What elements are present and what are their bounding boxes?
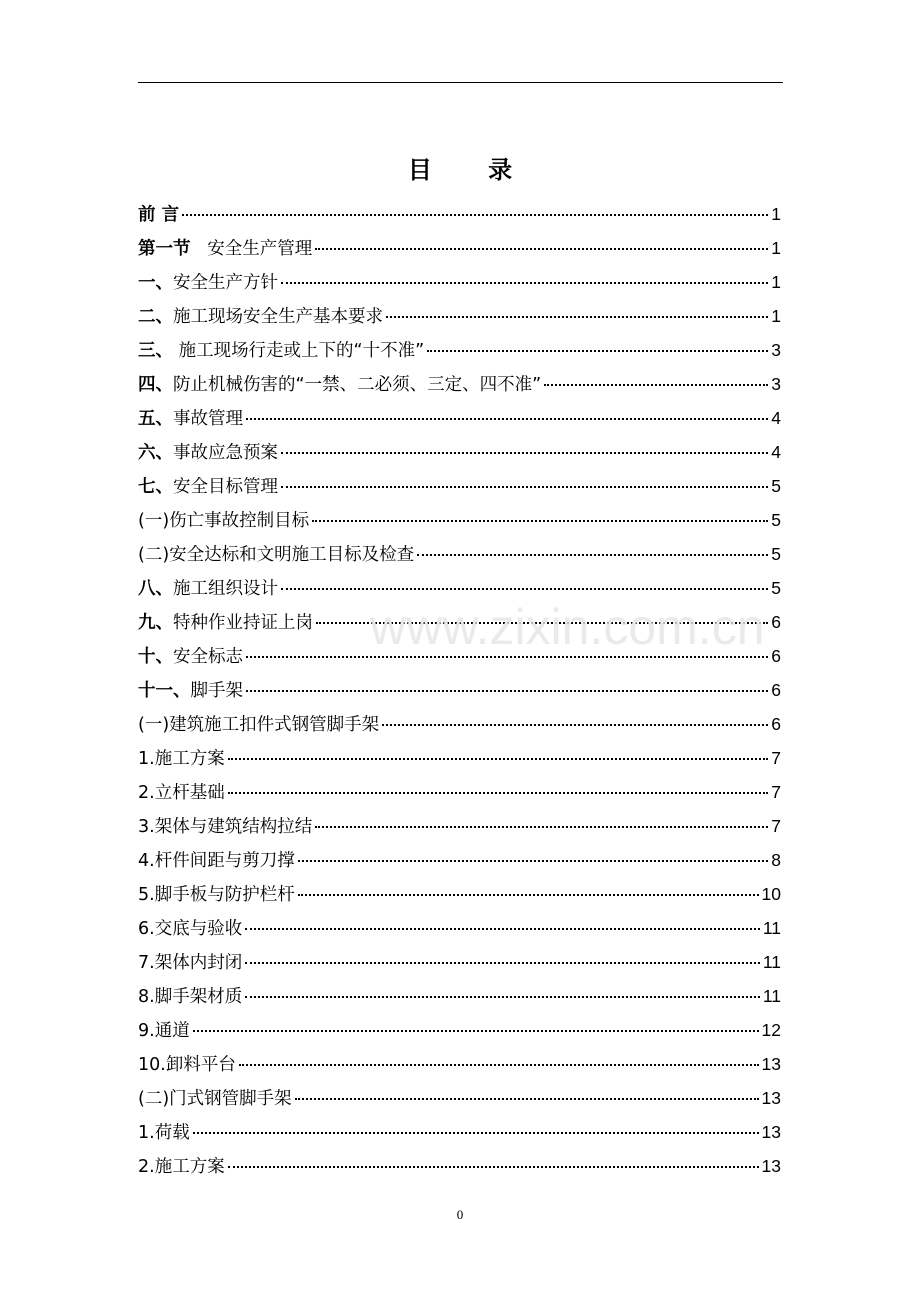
toc-entry-text: 安全目标管理: [173, 477, 278, 497]
toc-dot-leader: [298, 894, 759, 896]
toc-dot-leader: [281, 452, 768, 454]
toc-dot-leader: [298, 860, 769, 862]
toc-entry-label: [138, 980, 242, 1014]
toc-entry[interactable]: [138, 1047, 781, 1081]
header-rule: [138, 82, 783, 83]
toc-entry-label: [138, 1082, 292, 1116]
toc-entry-text: 安全生产管理: [190, 239, 313, 259]
toc-dot-leader: [281, 282, 768, 284]
toc-entry-page: 1: [771, 272, 781, 292]
toc-entry[interactable]: [138, 639, 781, 673]
toc-entry-label: [138, 708, 379, 742]
toc-entry-text: (一)伤亡事故控制目标: [138, 511, 310, 531]
toc-entry[interactable]: [138, 979, 781, 1013]
toc-entry-label: [138, 402, 243, 436]
toc-entry[interactable]: [138, 673, 781, 707]
toc-entry-page: 1: [771, 238, 781, 258]
toc-entry-label: [138, 912, 242, 946]
toc-entry[interactable]: [138, 775, 781, 809]
toc-entry-page: 12: [761, 1020, 781, 1040]
toc-entry-label: [138, 674, 243, 708]
toc-dot-leader: [315, 248, 768, 250]
toc-list: [138, 197, 781, 1183]
toc-entry-label: [138, 334, 424, 368]
toc-entry-label: [138, 266, 278, 300]
toc-entry[interactable]: [138, 1149, 781, 1183]
toc-entry-label: [138, 436, 278, 470]
toc-entry-text: 1.施工方案: [138, 749, 225, 769]
toc-dot-leader: [281, 486, 768, 488]
toc-entry-label: [138, 470, 278, 504]
toc-entry-text: 10.卸料平台: [138, 1055, 236, 1075]
toc-entry[interactable]: [138, 1081, 781, 1115]
toc-entry-page: 5: [771, 476, 781, 496]
toc-dot-leader: [228, 758, 769, 760]
toc-title: 目 录: [407, 156, 537, 184]
toc-dot-leader: [316, 622, 768, 624]
toc-entry-label: [138, 810, 312, 844]
watermark-text: www.zixin.com.cn: [370, 599, 765, 655]
toc-entry-text: 2.施工方案: [138, 1157, 225, 1177]
toc-entry[interactable]: [138, 333, 781, 367]
toc-entry-prefix: 二、: [138, 307, 173, 327]
toc-entry-text: 事故管理: [173, 409, 243, 429]
toc-entry-label: [138, 1116, 190, 1150]
toc-entry-page: 6: [771, 680, 781, 700]
toc-entry-page: 13: [761, 1088, 781, 1108]
toc-dot-leader: [182, 214, 768, 216]
toc-entry-text: 安全标志: [173, 647, 243, 667]
toc-entry-label: [138, 606, 313, 640]
toc-entry-text: 3.架体与建筑结构拉结: [138, 817, 313, 837]
toc-entry[interactable]: [138, 877, 781, 911]
toc-entry-text: 8.脚手架材质: [138, 987, 243, 1007]
toc-entry-prefix: 一、: [138, 273, 173, 293]
toc-entry[interactable]: [138, 231, 781, 265]
toc-entry-page: 4: [771, 442, 781, 462]
toc-dot-leader: [382, 724, 768, 726]
toc-entry-label: [138, 878, 295, 912]
toc-entry-text: 施工现场行走或上下的“十不准”: [173, 341, 425, 361]
toc-entry-page: 13: [761, 1156, 781, 1176]
toc-entry-prefix: 四、: [138, 375, 173, 395]
toc-dot-leader: [246, 418, 768, 420]
toc-entry-page: 3: [771, 340, 781, 360]
toc-entry-label: [138, 232, 312, 266]
toc-entry-prefix: 十、: [138, 647, 173, 667]
toc-dot-leader: [193, 1132, 759, 1134]
toc-entry-page: 4: [771, 408, 781, 428]
toc-entry-label: [138, 1014, 190, 1048]
toc-entry-text: 4.杆件间距与剪刀撑: [138, 851, 295, 871]
toc-entry-label: [138, 300, 383, 334]
toc-dot-leader: [193, 1030, 759, 1032]
toc-entry-prefix: 前 言: [138, 205, 180, 225]
toc-entry-page: 7: [771, 816, 781, 836]
toc-entry[interactable]: [138, 571, 781, 605]
toc-entry[interactable]: [138, 469, 781, 503]
toc-entry-page: 5: [771, 544, 781, 564]
toc-dot-leader: [239, 1064, 759, 1066]
toc-dot-leader: [544, 384, 768, 386]
toc-dot-leader: [246, 656, 768, 658]
toc-entry[interactable]: [138, 367, 781, 401]
toc-entry[interactable]: [138, 707, 781, 741]
toc-dot-leader: [315, 826, 768, 828]
toc-entry-text: 5.脚手板与防护栏杆: [138, 885, 295, 905]
toc-entry-page: 13: [761, 1122, 781, 1142]
toc-entry-text: 9.通道: [138, 1021, 190, 1041]
toc-entry-prefix: 第一节: [138, 239, 191, 259]
toc-entry[interactable]: [138, 809, 781, 843]
toc-entry-label: [138, 572, 278, 606]
toc-entry[interactable]: [138, 299, 781, 333]
toc-entry-prefix: 三、: [138, 341, 173, 361]
toc-entry-prefix: 十一、: [138, 681, 191, 701]
toc-entry-label: [138, 742, 225, 776]
toc-entry-prefix: 五、: [138, 409, 173, 429]
toc-entry-label: [138, 1150, 225, 1184]
toc-entry-page: 6: [771, 714, 781, 734]
toc-entry-text: 事故应急预案: [173, 443, 278, 463]
toc-entry-label: [138, 946, 242, 980]
toc-entry-label: [138, 640, 243, 674]
toc-entry-text: (一)建筑施工扣件式钢管脚手架: [138, 715, 380, 735]
toc-entry-page: 7: [771, 782, 781, 802]
toc-entry-page: 11: [762, 918, 781, 938]
toc-entry-text: (二)安全达标和文明施工目标及检查: [138, 545, 415, 565]
toc-entry-page: 5: [771, 578, 781, 598]
toc-dot-leader: [245, 996, 760, 998]
toc-entry-label: [138, 1048, 236, 1082]
toc-entry-page: 7: [771, 748, 781, 768]
toc-dot-leader: [417, 554, 768, 556]
toc-entry-page: 3: [771, 374, 781, 394]
toc-entry-page: 13: [761, 1054, 781, 1074]
toc-entry[interactable]: [138, 401, 781, 435]
toc-entry-text: 1.荷载: [138, 1123, 190, 1143]
toc-dot-leader: [427, 350, 768, 352]
toc-entry-text: 施工现场安全生产基本要求: [173, 307, 383, 327]
toc-entry[interactable]: [138, 741, 781, 775]
toc-entry[interactable]: [138, 945, 781, 979]
toc-entry[interactable]: [138, 843, 781, 877]
page-number: 0: [456, 1207, 464, 1222]
toc-dot-leader: [245, 928, 760, 930]
toc-dot-leader: [246, 690, 768, 692]
toc-entry-label: [138, 198, 179, 232]
toc-entry-page: 6: [771, 612, 781, 632]
toc-entry-label: [138, 538, 414, 572]
toc-dot-leader: [281, 588, 768, 590]
toc-dot-leader: [228, 1166, 759, 1168]
toc-entry-label: [138, 776, 225, 810]
toc-entry[interactable]: [138, 1115, 781, 1149]
toc-entry-page: 11: [762, 986, 781, 1006]
toc-entry-text: 6.交底与验收: [138, 919, 243, 939]
toc-dot-leader: [312, 520, 768, 522]
toc-entry-label: [138, 844, 295, 878]
toc-entry-page: 5: [771, 510, 781, 530]
toc-entry-text: 防止机械伤害的“一禁、二必须、三定、四不准”: [173, 375, 542, 395]
toc-entry-prefix: 九、: [138, 613, 173, 633]
toc-entry-prefix: 七、: [138, 477, 173, 497]
toc-entry-prefix: 八、: [138, 579, 173, 599]
toc-dot-leader: [228, 792, 769, 794]
toc-entry-page: 1: [771, 306, 781, 326]
toc-entry-text: 脚手架: [190, 681, 243, 701]
toc-entry[interactable]: [138, 1013, 781, 1047]
toc-entry[interactable]: [138, 537, 781, 571]
toc-entry-text: (二)门式钢管脚手架: [138, 1089, 292, 1109]
toc-dot-leader: [386, 316, 768, 318]
toc-entry-page: 1: [771, 204, 781, 224]
toc-entry-text: 7.架体内封闭: [138, 953, 243, 973]
toc-entry[interactable]: [138, 435, 781, 469]
toc-entry[interactable]: [138, 265, 781, 299]
toc-entry[interactable]: [138, 911, 781, 945]
toc-entry-label: [138, 504, 309, 538]
toc-entry-label: [138, 368, 541, 402]
toc-dot-leader: [245, 962, 760, 964]
toc-entry-text: 2.立杆基础: [138, 783, 225, 803]
toc-entry[interactable]: [138, 503, 781, 537]
toc-entry-page: 6: [771, 646, 781, 666]
toc-entry-text: 安全生产方针: [173, 273, 278, 293]
toc-entry[interactable]: [138, 605, 781, 639]
toc-entry-page: 11: [762, 952, 781, 972]
toc-entry-text: 特种作业持证上岗: [173, 613, 313, 633]
toc-dot-leader: [295, 1098, 759, 1100]
toc-entry-text: 施工组织设计: [173, 579, 278, 599]
toc-entry-prefix: 六、: [138, 443, 173, 463]
toc-entry-page: 8: [771, 850, 781, 870]
toc-entry[interactable]: [138, 197, 781, 231]
toc-entry-page: 10: [761, 884, 781, 904]
